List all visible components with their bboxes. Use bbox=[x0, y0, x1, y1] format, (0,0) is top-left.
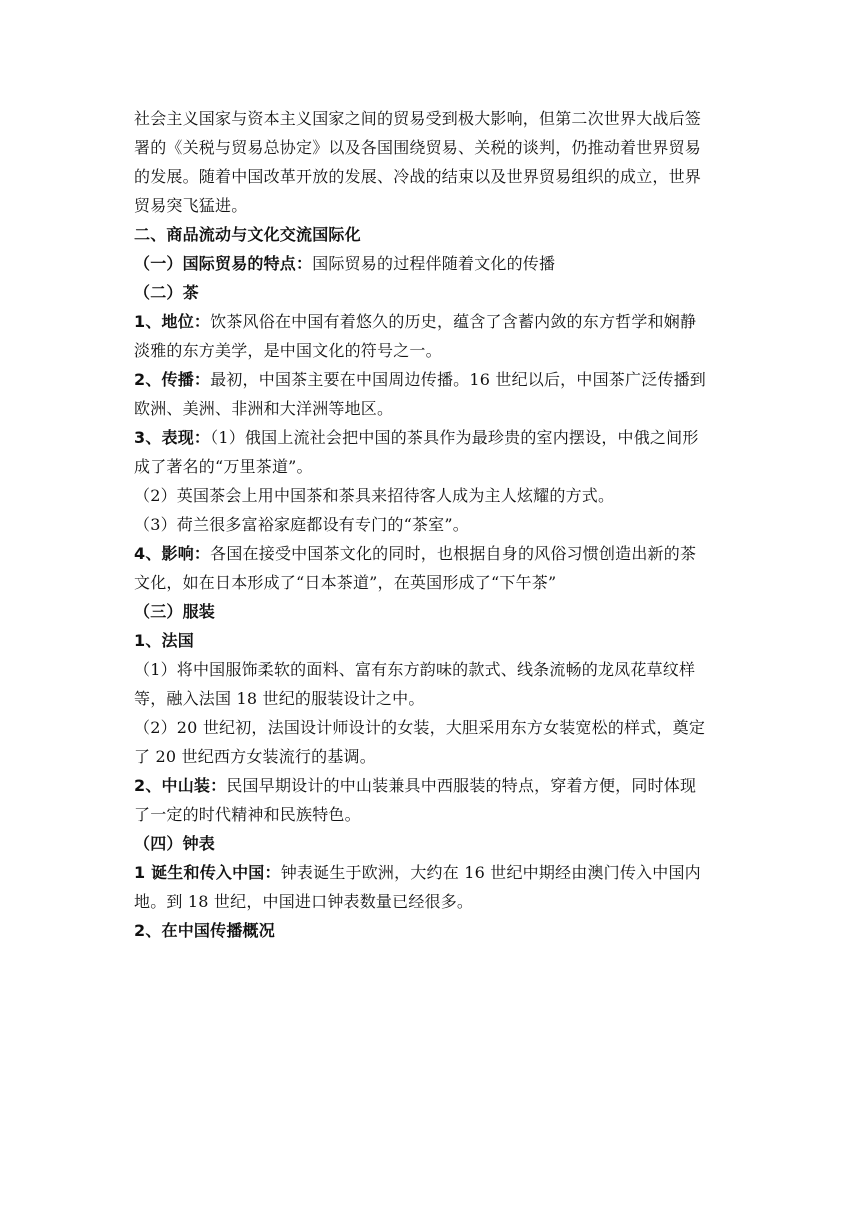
tea-status-paragraph bbox=[134, 307, 734, 336]
clock-origin-label: 1 诞生和传入中国： bbox=[134, 863, 281, 882]
tea-show-text-1: （1）俄国上流社会把中国的茶具作为最珍贵的室内摆设，中俄之间形 bbox=[210, 428, 699, 447]
tea-show-text-2: 成了著名的“万里茶道”。 bbox=[134, 457, 313, 476]
intro-line-3: 的发展。随着中国改革开放的发展、冷战的结束以及世界贸易组织的成立，世界 bbox=[134, 167, 702, 186]
tea-status-label: 1、地位： bbox=[134, 312, 211, 331]
clock-origin-paragraph bbox=[134, 858, 734, 887]
france-text-2: 等，融入法国 18 世纪的服装设计之中。 bbox=[134, 689, 425, 708]
tea-show-text-4: （3）荷兰很多富裕家庭都设有专门的“茶室”。 bbox=[134, 515, 469, 534]
intro-line-2: 署的《关税与贸易总协定》以及各国围绕贸易、关税的谈判，仍推动着世界贸易 bbox=[134, 138, 702, 157]
france-text-4: 了 20 世纪西方女装流行的基调。 bbox=[134, 747, 376, 766]
tea-heading: （二）茶 bbox=[134, 283, 199, 302]
france-heading: 1、法国 bbox=[134, 631, 194, 650]
trade-feature-paragraph bbox=[134, 249, 734, 278]
zhongshan-text-1: 民国早期设计的中山装兼具中西服装的特点，穿着方便，同时体现 bbox=[226, 776, 697, 795]
tea-spread-text-1: 最初，中国茶主要在中国周边传播。16 世纪以后，中国茶广泛传播到 bbox=[210, 370, 706, 389]
section-heading: 二、商品流动与文化交流国际化 bbox=[134, 225, 361, 244]
tea-spread-text-2: 欧洲、美洲、非洲和大洋洲等地区。 bbox=[134, 399, 394, 418]
clothing-heading: （三）服装 bbox=[134, 602, 216, 621]
tea-show-label: 3、表现： bbox=[134, 428, 211, 447]
tea-status-text-2: 淡雅的东方美学，是中国文化的符号之一。 bbox=[134, 341, 442, 360]
tea-impact-label: 4、影响： bbox=[134, 544, 211, 563]
zhongshan-label: 2、中山装： bbox=[134, 776, 227, 795]
france-text-1: （1）将中国服饰柔软的面料、富有东方韵味的款式、线条流畅的龙凤花草纹样 bbox=[134, 660, 696, 679]
tea-impact-text-1: 各国在接受中国茶文化的同时，也根据自身的风俗习惯创造出新的茶 bbox=[210, 544, 697, 563]
tea-impact-paragraph bbox=[134, 539, 734, 568]
tea-spread-paragraph bbox=[134, 365, 734, 394]
clock-heading: （四）钟表 bbox=[134, 834, 216, 853]
france-text-3: （2）20 世纪初，法国设计师设计的女装，大胆采用东方女装宽松的样式，奠定 bbox=[134, 718, 706, 737]
trade-feature-label: （一）国际贸易的特点： bbox=[134, 254, 313, 273]
tea-status-text-1: 饮茶风俗在中国有着悠久的历史，蕴含了含蓄内敛的东方哲学和娴静 bbox=[210, 312, 697, 331]
tea-impact-text-2: 文化，如在日本形成了“日本茶道”，在英国形成了“下午茶” bbox=[134, 573, 557, 592]
zhongshan-paragraph bbox=[134, 771, 734, 800]
intro-line-4: 贸易突飞猛进。 bbox=[134, 196, 248, 215]
clock-origin-text-1: 钟表诞生于欧洲，大约在 16 世纪中期经由澳门传入中国内 bbox=[280, 863, 701, 882]
tea-spread-label: 2、传播： bbox=[134, 370, 211, 389]
intro-line-1: 社会主义国家与资本主义国家之间的贸易受到极大影响，但第二次世界大战后签 bbox=[134, 109, 702, 128]
tea-show-text-3: （2）英国茶会上用中国茶和茶具来招待客人成为主人炫耀的方式。 bbox=[134, 486, 615, 505]
zhongshan-text-2: 了一定的时代精神和民族特色。 bbox=[134, 805, 361, 824]
clock-spread-heading: 2、在中国传播概况 bbox=[134, 921, 275, 940]
tea-show-paragraph bbox=[134, 423, 734, 452]
document-page bbox=[134, 104, 734, 945]
trade-feature-text: 国际贸易的过程伴随着文化的传播 bbox=[312, 254, 556, 273]
clock-origin-text-2: 地。到 18 世纪，中国进口钟表数量已经很多。 bbox=[134, 892, 474, 911]
